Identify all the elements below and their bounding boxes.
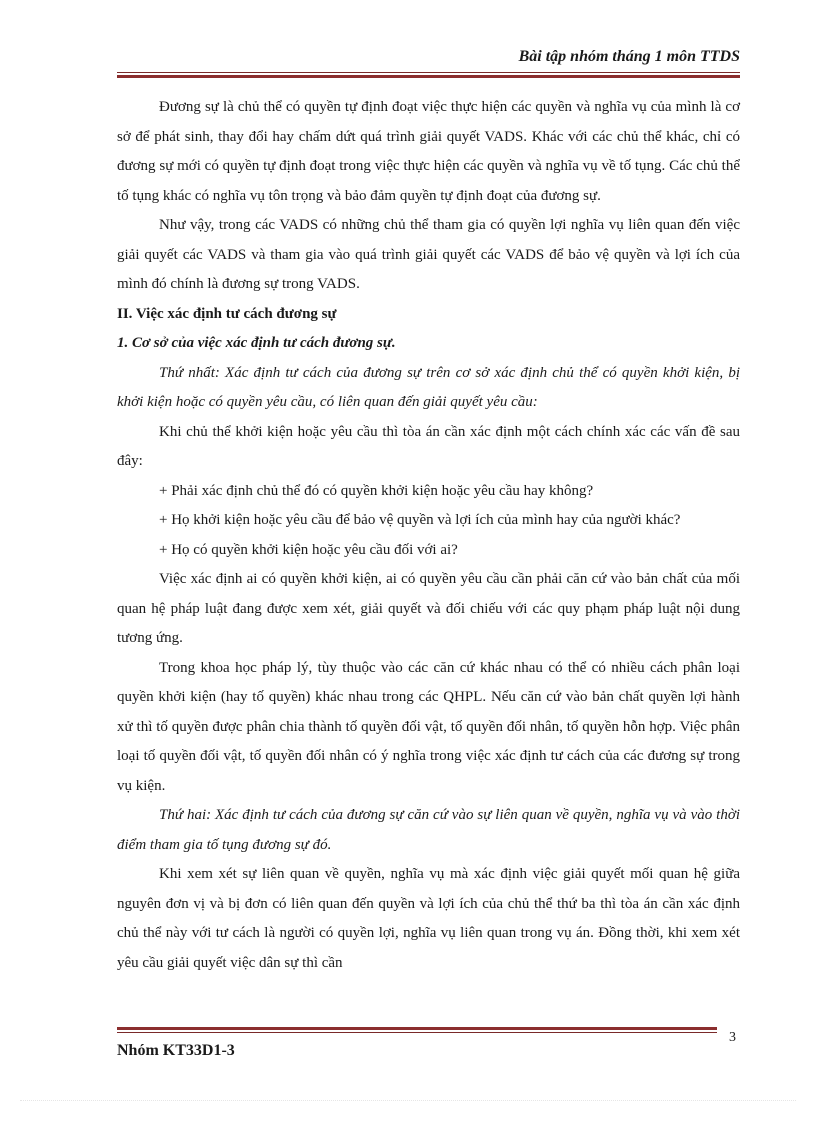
list-item: + Họ có quyền khởi kiện hoặc yêu cầu đối với ai? [159,541,458,558]
subsection-heading: 1. Cơ sở của việc xác định tư cách đương sự. [117,335,396,351]
italic-paragraph: Thứ nhất: Xác định tư cách của đương sự trên cơ sở xác định chủ thể có quyền khởi kiện, bị khởi kiện hoặc có quyền yêu cầu, có liên quan đến giải quyết yêu cầu: [117,364,740,410]
paragraph: Như vậy, trong các VADS có những chủ thể tham gia có quyền lợi nghĩa vụ liên quan đến việc giải quyết các VADS và tham gia vào quá trình giải quyết các VADS để bảo vệ quyền và lợi ích của mình đó chính là đương sự trong VADS. [117,217,740,292]
page-divider [20,1100,796,1101]
paragraph: Trong khoa học pháp lý, tùy thuộc vào các căn cứ khác nhau có thể có nhiều cách phân loại quyền khởi kiện (hay tố quyền) khác nhau trong các QHPL. Nếu căn cứ vào bản chất quyền lợi hành xử thì tố quyền được phân chia thành tố quyền đối vật, tố quyền đối nhân, tố quyền hỗn hợp. Việc phân loại tố quyền đối vật, tố quyền đối nhân có ý nghĩa trong việc xác định tư cách của các đương sự trong vụ kiện. [117,659,740,794]
header-rule-thin [117,72,740,73]
italic-paragraph: Thứ hai: Xác định tư cách của đương sự căn cứ vào sự liên quan về quyền, nghĩa vụ và vào thời điểm tham gia tố tụng đương sự đó. [117,807,740,853]
footer-rule-thin [117,1032,717,1033]
paragraph: Khi chủ thể khởi kiện hoặc yêu cầu thì tòa án cần xác định một cách chính xác các vấn đề sau đây: [117,423,740,469]
document-body [117,93,740,978]
section-heading: II. Việc xác định tư cách đương sự [117,305,337,322]
paragraph: Khi xem xét sự liên quan về quyền, nghĩa vụ mà xác định việc giải quyết mối quan hệ giữa nguyên đơn vị và bị đơn có liên quan đến quyền và lợi ích của chủ thể thứ ba thì tòa án cần xác định chủ thể này với tư cách là người có quyền lợi, nghĩa vụ liên quan trong vụ án. Đồng thời, khi xem xét yêu cầu giải quyết việc dân sự thì cần [117,866,740,971]
footer-rule-thick [117,1027,717,1030]
header-rule-thick [117,75,740,78]
footer-group-name: Nhóm KT33D1-3 [117,1042,235,1059]
list-item: + Họ khởi kiện hoặc yêu cầu để bảo vệ quyền và lợi ích của mình hay của người khác? [159,512,681,528]
page-number: 3 [729,1030,736,1045]
paragraph: Việc xác định ai có quyền khởi kiện, ai có quyền yêu cầu cần phải căn cứ vào bản chất của mối quan hệ pháp luật đang được xem xét, giải quyết và đối chiếu với các quy phạm pháp luật nội dung tương ứng. [117,571,740,646]
paragraph: Đương sự là chủ thể có quyền tự định đoạt việc thực hiện các quyền và nghĩa vụ của mình là cơ sở để phát sinh, thay đổi hay chấm dứt quá trình giải quyết VADS. Khác với các chủ thể khác, chỉ có đương sự mới có quyền tự định đoạt trong việc thực hiện các quyền và nghĩa vụ về tố tụng. Các chủ thể tố tụng khác có nghĩa vụ tôn trọng và bảo đảm quyền tự định đoạt của đương sự. [117,99,740,204]
list-item: + Phải xác định chủ thể đó có quyền khởi kiện hoặc yêu cầu hay không? [159,482,594,499]
header-title: Bài tập nhóm tháng 1 môn TTDS [518,48,740,65]
